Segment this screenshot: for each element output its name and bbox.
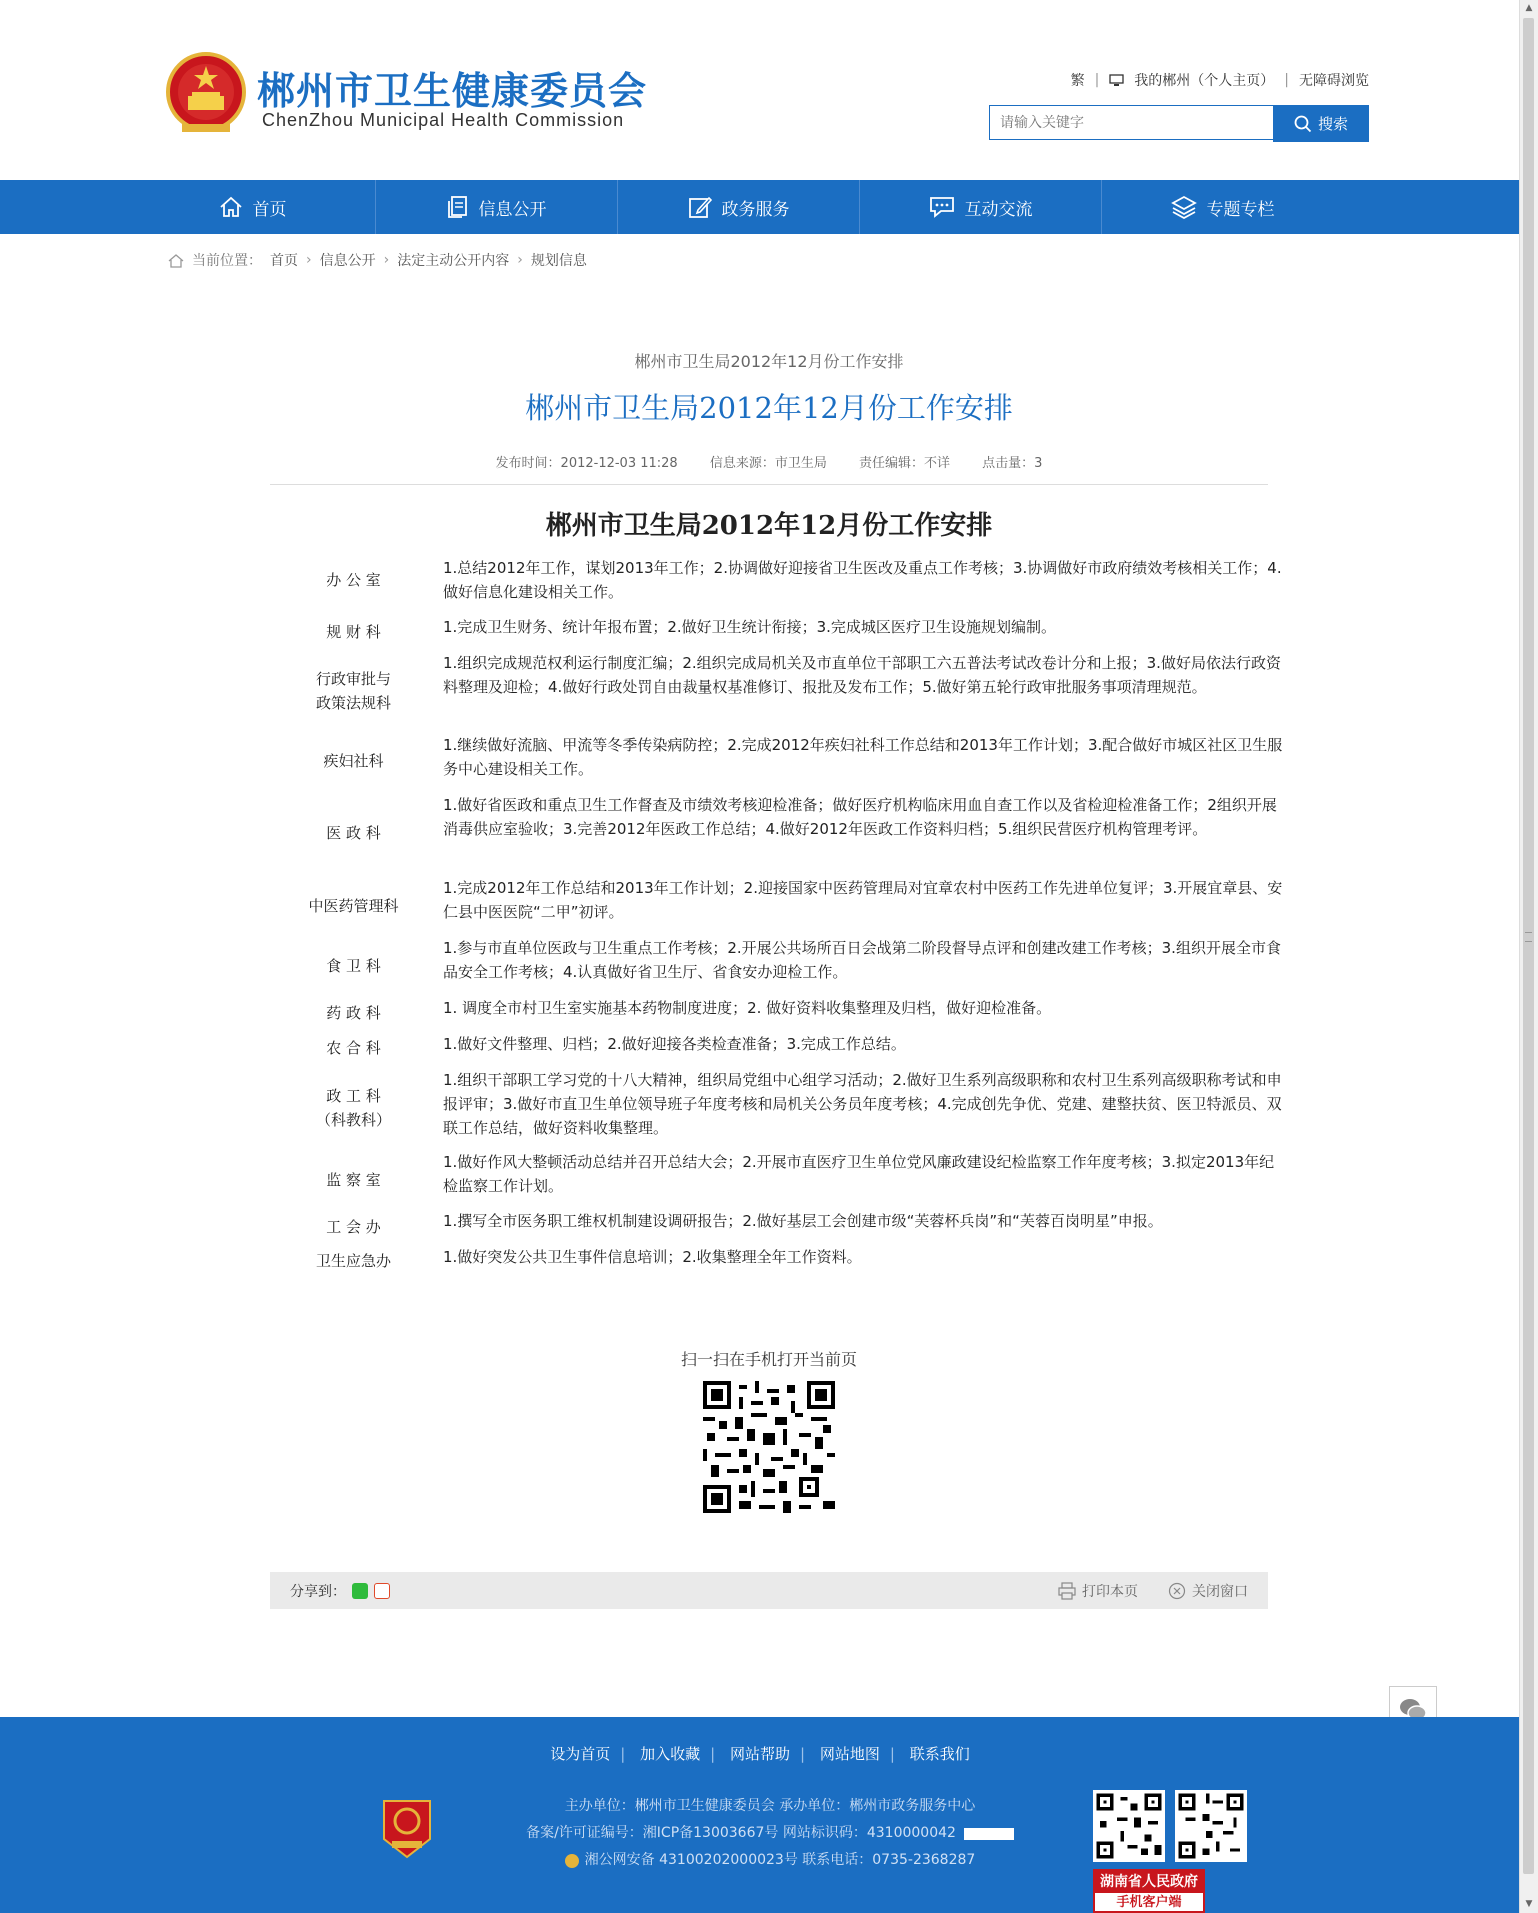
- qr-label: 扫一扫在手机打开当前页: [680, 1350, 857, 1369]
- footer-police[interactable]: 湘公网安备 43100202000023号 联系电话：0735-2368287: [584, 1852, 976, 1868]
- gov-badge-subtitle: 手机客户端: [1116, 1895, 1182, 1910]
- task-cell: 1.完成2012年工作总结和2013年工作计划；2.迎接国家中医药管理局对宜章农村中医药工作先进单位复评；3.开展宜章县、安仁县中医医院“二甲”初评。: [443, 879, 1283, 921]
- close-window-button[interactable]: [1168, 1581, 1248, 1601]
- footer-sponsor: 主办单位：郴州市卫生健康委员会 承办单位：郴州市政务服务中心: [564, 1798, 976, 1814]
- nav-item-label: 专题专栏: [1206, 199, 1275, 220]
- nav-item-label: 首页: [252, 199, 287, 220]
- breadcrumb-item-home[interactable]: 首页: [270, 253, 298, 269]
- police-badge-icon: [565, 1854, 579, 1868]
- task-cell: 1.完成卫生财务、统计年报布置；2.做好卫生统计衔接；3.完成城区医疗卫生设施规划编制。: [443, 618, 1056, 636]
- weibo-share-icon[interactable]: [374, 1583, 390, 1599]
- scroll-down-arrow-icon[interactable]: ▼: [1525, 1899, 1533, 1909]
- task-cell: 1.继续做好流脑、甲流等冬季传染病防控；2.完成2012年疾妇社科工作总结和2013年工作计划；3.配合做好市城区社区卫生服务中心建设相关工作。: [443, 736, 1283, 778]
- table-row: [270, 615, 1268, 639]
- department-cell: 医 政 科: [326, 824, 381, 842]
- share-bar: [270, 1572, 1268, 1609]
- share-label: 分享到：: [290, 1583, 346, 1600]
- separator: |: [620, 1745, 626, 1763]
- footer-link-set-home[interactable]: 设为首页: [550, 1745, 611, 1763]
- nav-item-label: 信息公开: [478, 199, 547, 220]
- editor: 责任编辑：不详: [859, 456, 951, 471]
- footer-links: [0, 1743, 1520, 1764]
- close-label: 关闭窗口: [1192, 1583, 1248, 1600]
- task-cell: 1.组织干部职工学习党的十八大精神，组织局党组中心组学习活动；2.做好卫生系列高级职称和农村卫生系列高级职称考试和申报评审；3.做好市直卫生单位领导班子年度考核和局机关公务员年度考核；4.完成创先争优、党建、建整扶贫、医卫特派员、双联工作总结，做好资料收集整理。: [443, 1071, 1282, 1137]
- party-gov-badge-icon[interactable]: [380, 1797, 434, 1861]
- nav-item-interaction[interactable]: [860, 180, 1101, 234]
- breadcrumb-item-info[interactable]: 信息公开: [319, 253, 376, 269]
- document-title: 郴州市卫生局2012年12月份工作安排: [545, 511, 993, 541]
- department-cell: 工 会 办: [326, 1218, 381, 1236]
- task-cell: 1.参与市直单位医政与卫生重点工作考核；2.开展公共场所百日会战第二阶段督导点评和创建改建工作考核；3.组织开展全市食品安全工作考核；4.认真做好省卫生厅、省食安办迎检工作。: [443, 939, 1281, 981]
- footer-info: [520, 1793, 1020, 1874]
- footer-icp[interactable]: 备案/许可证编号：湘ICP备13003667号 网站标识码：4310000042: [526, 1825, 956, 1841]
- footer-link-help[interactable]: 网站帮助: [729, 1745, 790, 1763]
- nav-item-label: 互动交流: [964, 199, 1033, 220]
- department-cell: 疾妇社科: [323, 752, 384, 770]
- separator: |: [1094, 72, 1100, 88]
- department-cell: 中医药管理科: [308, 897, 399, 915]
- document-icon: [447, 195, 469, 219]
- department-cell: 食 卫 科: [326, 957, 381, 975]
- share-group: [290, 1572, 390, 1609]
- task-cell: 1.做好突发公共卫生事件信息培训；2.收集整理全年工作资料。: [443, 1248, 862, 1266]
- cnzz-icon[interactable]: [964, 1828, 1014, 1840]
- search-input[interactable]: [989, 105, 1293, 140]
- department-cell: 监 察 室: [326, 1171, 381, 1189]
- table-row: [270, 936, 1281, 984]
- task-cell: 1.组织完成规范权利运行制度汇编；2.组织完成局机关及市直单位干部职工六五普法考试改卷计分和上报；3.做好局依法行政资料整理及迎检；4.做好行政处罚自由裁量权基准修订、报批及发布工作；5.做好第五轮行政审批服务事项清理规范。: [443, 654, 1281, 696]
- table-row: [270, 793, 1277, 865]
- nav-item-label: 政务服务: [721, 199, 790, 220]
- task-cell: 1.做好作风大整顿活动总结并召开总结大会；2.开展市直医疗卫生单位党风廉政建设纪检监察工作年度考核；3.拟定2013年纪检监察工作计划。: [443, 1153, 1275, 1195]
- department-cell: 政 工 科 （科教科）: [315, 1087, 391, 1129]
- breadcrumb-prefix: 当前位置：: [192, 253, 262, 269]
- department-cell: 行政审批与 政策法规科: [315, 670, 391, 712]
- hit-count: 点击量：3: [982, 456, 1043, 471]
- breadcrumb-separator: ›: [306, 252, 312, 268]
- layers-icon: [1171, 195, 1197, 219]
- nav-item-home[interactable]: [130, 180, 375, 234]
- footer-link-sitemap[interactable]: 网站地图: [819, 1745, 880, 1763]
- department-cell: 农 合 科: [326, 1039, 381, 1057]
- site-subtitle: ChenZhou Municipal Health Commission: [262, 110, 625, 130]
- department-cell: 药 政 科: [326, 1004, 381, 1022]
- page-actions: [1058, 1572, 1248, 1609]
- nav-item-gov-services[interactable]: [618, 180, 859, 234]
- table-row: [270, 1245, 1268, 1269]
- print-label: 打印本页: [1082, 1583, 1138, 1600]
- task-cell: 1.总结2012年工作，谋划2013年工作；2.协调做好迎接省卫生医改及重点工作考核；3.协调做好市政府绩效考核相关工作；4.做好信息化建设相关工作。: [443, 559, 1282, 601]
- search-icon: [1294, 115, 1312, 133]
- breadcrumb: [168, 250, 587, 270]
- article-title: 郴州市卫生局2012年12月份工作安排: [525, 391, 1013, 425]
- department-cell: 规 财 科: [326, 623, 381, 641]
- footer: [0, 1717, 1520, 1913]
- table-row: [270, 1150, 1275, 1198]
- separator: |: [800, 1745, 806, 1763]
- divider: [270, 484, 1268, 485]
- table-row: [270, 651, 1281, 723]
- top-links: [1071, 70, 1369, 90]
- hunan-gov-app-badge[interactable]: [1093, 1869, 1205, 1913]
- table-row: [270, 556, 1282, 604]
- breadcrumb-separator: ›: [383, 252, 390, 268]
- publish-time: 发布时间：2012-12-03 11:28: [495, 456, 678, 471]
- task-cell: 1.做好省医政和重点卫生工作督查及市绩效考核迎检准备；做好医疗机构临床用血自查工作以及省检迎检准备工作；2组织开展消毒供应室验收；3.完善2012年医政工作总结；4.做好2012年医政工作资料归档；5.组织民营医疗机构管理考评。: [443, 796, 1277, 838]
- table-row: [270, 733, 1283, 781]
- site-title: 郴州市卫生健康委员会: [257, 69, 648, 113]
- table-row: [270, 876, 1283, 924]
- info-source: 信息来源：市卫生局: [709, 456, 827, 471]
- table-row: [270, 1068, 1282, 1140]
- scrollbar-thumb[interactable]: [1523, 18, 1534, 1874]
- accessibility-link[interactable]: 无障碍浏览: [1299, 73, 1369, 89]
- home-icon: [168, 253, 184, 268]
- search-box: [989, 105, 1369, 142]
- footer-link-favorite[interactable]: 加入收藏: [640, 1745, 701, 1763]
- separator: |: [710, 1745, 716, 1763]
- footer-icp-line: [520, 1820, 1020, 1847]
- my-chenzhou-link[interactable]: 我的郴州（个人主页）: [1134, 73, 1275, 89]
- monitor-icon: [1109, 74, 1124, 87]
- separator: |: [889, 1745, 895, 1763]
- article-meta: [0, 452, 1520, 471]
- breadcrumb-item-planning[interactable]: 规划信息: [530, 253, 587, 269]
- national-emblem-icon: [166, 52, 246, 136]
- footer-qr-code-icon: [1093, 1790, 1165, 1862]
- close-icon: [1168, 1582, 1186, 1600]
- print-button[interactable]: [1058, 1581, 1138, 1601]
- home-icon: [219, 196, 243, 218]
- table-row: [270, 1032, 1268, 1056]
- department-cell: 办 公 室: [326, 571, 381, 589]
- footer-qr-code-icon: [1175, 1790, 1247, 1862]
- nav-item-special-topics[interactable]: [1102, 180, 1343, 234]
- edit-icon: [688, 195, 712, 219]
- search-button-label: 搜索: [1317, 115, 1348, 133]
- scroll-up-arrow-icon[interactable]: ▲: [1525, 3, 1533, 13]
- department-cell: 卫生应急办: [315, 1252, 391, 1270]
- main-nav: [0, 180, 1520, 234]
- task-cell: 1. 调度全市村卫生室实施基本药物制度进度；2. 做好资料收集整理及归档，做好迎检准备。: [443, 999, 1052, 1017]
- wechat-share-icon[interactable]: [352, 1583, 368, 1599]
- footer-police-line: [520, 1847, 1020, 1874]
- nav-item-info-disclosure[interactable]: [376, 180, 617, 234]
- table-row: [270, 996, 1268, 1020]
- separator: |: [1284, 72, 1289, 88]
- breadcrumb-separator: ›: [517, 252, 523, 268]
- task-cell: 1.做好文件整理、归档；2.做好迎接各类检查准备；3.完成工作总结。: [443, 1035, 906, 1053]
- article-pre-title: 郴州市卫生局2012年12月份工作安排: [634, 352, 904, 371]
- traditional-chinese-link[interactable]: 繁: [1070, 73, 1085, 89]
- task-cell: 1.撰写全市医务职工维权机制建设调研报告；2.做好基层工会创建市级“芙蓉杯兵岗”和“芙蓉百岗明星”申报。: [443, 1212, 1163, 1230]
- vertical-scrollbar[interactable]: [1519, 0, 1538, 1913]
- search-button[interactable]: [1273, 105, 1369, 142]
- table-row: [270, 1209, 1268, 1236]
- footer-link-contact[interactable]: 联系我们: [909, 1745, 970, 1763]
- gov-badge-title: 湖南省人民政府: [1095, 1871, 1203, 1893]
- scrollbar-grip: [1525, 932, 1532, 942]
- printer-icon: [1058, 1582, 1076, 1600]
- chat-icon: [929, 196, 955, 218]
- qr-code-icon: [703, 1381, 835, 1513]
- breadcrumb-item-statutory[interactable]: 法定主动公开内容: [397, 253, 510, 269]
